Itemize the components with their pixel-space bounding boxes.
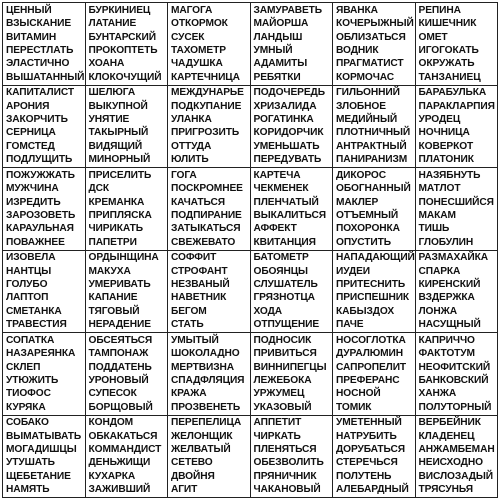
word-cell — [333, 168, 416, 251]
word-text: МАКАМ — [418, 209, 456, 221]
word-text: ПОДКУПАНИЕ — [171, 100, 242, 112]
word-text: ПЛЕНЯТЬСЯ — [253, 444, 317, 456]
word-text: КОММАНДИСТ — [88, 444, 162, 456]
word-cell — [86, 168, 169, 251]
word-text: УЛАНКА — [171, 114, 212, 126]
word-text: ПЕРЕПЕЛИЦА — [171, 417, 242, 429]
word-text: ЗАРОЗОВЕТЬ — [6, 209, 76, 221]
word-text: ПОСКРОМНЕЕ — [171, 183, 243, 195]
word-text: СПАДФЛЯЦИЯ — [171, 374, 245, 386]
word-text: СЕТЕВО — [171, 457, 213, 469]
word-text: БАРАБУЛЬКА — [418, 87, 487, 99]
word-text: КУХАРКА — [88, 470, 136, 482]
word-text: ГРЯЗНОТЦА — [253, 292, 315, 304]
word-text: НАЗЯБНУТЬ — [418, 169, 481, 181]
word-text: АППЕТИТ — [253, 417, 302, 429]
word-text: САПРОПЕЛИТ — [336, 361, 407, 373]
word-text: УТУШАТЬ — [6, 457, 55, 469]
word-text: ШОКОЛАДНО — [171, 348, 240, 360]
word-text: ПОЛУТОРНЫЙ — [418, 401, 492, 413]
word-text: ТАКЫРНЫЙ — [88, 127, 149, 139]
word-text: НАНТЦЫ — [6, 265, 52, 277]
word-cell — [333, 251, 416, 334]
word-text: КУРЯКА — [6, 401, 46, 413]
word-text: КАЧАТЬСЯ — [171, 196, 225, 208]
word-cell — [251, 86, 334, 169]
word-cell — [168, 416, 251, 499]
word-text: ПРЕФЕРАНС — [336, 374, 400, 386]
word-text: КРАЖА — [171, 388, 207, 400]
word-text: БЕГОМ — [171, 305, 207, 317]
word-text: ЯВАНКА — [336, 4, 378, 16]
word-text: НЕЗВАНЫЙ — [171, 279, 230, 291]
word-text: СОФФИТ — [171, 252, 217, 264]
word-text: ПЕРЕДУВАТЬ — [253, 154, 322, 166]
word-text: ПОЖУЖЖАТЬ — [6, 169, 75, 181]
word-text: ГОГА — [171, 169, 197, 181]
word-text: ОБСЕЯТЬСЯ — [88, 334, 153, 346]
word-text: КЛАДЕНЕЦ — [418, 430, 475, 442]
word-text: УМЕТЕННЫЙ — [336, 417, 402, 429]
word-text: НОСНОЙ — [336, 388, 381, 400]
word-text: ЛЕЖЕБОКА — [253, 374, 312, 386]
word-text: ОБЕЗВОЛИТЬ — [253, 457, 324, 469]
word-cell — [86, 3, 169, 86]
word-text: ВЗЫСКАНИЕ — [6, 18, 72, 30]
word-text: КАРТЕЧНИЦА — [171, 71, 240, 83]
word-cell — [251, 416, 334, 499]
word-text: ПОДНОСИК — [253, 334, 312, 346]
word-text: НАМЯТЬ — [6, 484, 50, 496]
word-cell — [416, 333, 499, 416]
word-text: БОРЩОВЫЙ — [88, 401, 153, 413]
word-text: СТЕРЕЧЬСЯ — [336, 457, 398, 469]
word-text: ПРОКОПТЕТЬ — [88, 44, 158, 56]
word-text: НЕОФИТСКИЙ — [418, 361, 491, 373]
word-text: СЛУШАТЕЛЬ — [253, 279, 318, 291]
word-text: МЕРТВИЗНА — [171, 361, 235, 373]
word-text: ПРЯНИЧНИК — [253, 470, 317, 482]
word-cell — [168, 168, 251, 251]
word-text: ОБОГНАННЫЙ — [336, 183, 411, 195]
word-text: ДСК — [88, 183, 110, 195]
word-text: ИУДЕИ — [336, 265, 371, 277]
word-text: КОРИДОРЧИК — [253, 127, 324, 139]
word-text: ДОРУБАТЬСЯ — [336, 444, 405, 456]
word-text: ВЫМАТЫВАТЬ — [6, 430, 82, 442]
word-text: УКАЗОВЫЙ — [253, 401, 312, 413]
word-text: ВЕРБЕЙНИК — [418, 417, 481, 429]
word-cell — [333, 416, 416, 499]
word-text: РОГАТИНКА — [253, 114, 314, 126]
word-text: ОБЛИЗАТЬСЯ — [336, 31, 406, 43]
word-text: УМЫТЫЙ — [171, 334, 219, 346]
word-text: ПОЛУТЕНЬ — [336, 470, 392, 482]
word-text: ТИШЬ — [418, 223, 450, 235]
word-cell — [333, 333, 416, 416]
word-text: УРОДЕЦ — [418, 114, 461, 126]
word-text: АФФЕКТ — [253, 223, 297, 235]
word-text: УМНЫЙ — [253, 44, 293, 56]
word-text: НЕИСХОДНО — [418, 457, 483, 469]
word-text: ПОДОЧЕРЕДЬ — [253, 87, 325, 99]
word-text: ПРИСЕЛИТЬ — [88, 169, 152, 181]
word-text: УМЕНЬШАТЬ — [253, 140, 320, 152]
word-text: ДВОЙНЯ — [171, 470, 215, 482]
word-text: МЕДИЙНЫЙ — [336, 114, 398, 126]
word-text: ЛАТАНИЕ — [88, 18, 137, 30]
word-text: ЧЕКМЕНЕК — [253, 183, 309, 195]
word-text: КОВЕРКОТ — [418, 140, 474, 152]
word-text: НАТРУБИТЬ — [336, 430, 397, 442]
word-text: ЗАКОРЧИТЬ — [6, 114, 68, 126]
word-text: СКЛЕП — [6, 361, 41, 373]
word-text: ЭЛАСТИЧНО — [6, 58, 70, 70]
word-text: НАВЕТНИК — [171, 292, 227, 304]
word-text: ВИСЛОЗАДЫЙ — [418, 470, 494, 482]
word-text: ХОАНА — [88, 58, 125, 70]
word-text: АНТРАКТНЫЙ — [336, 140, 407, 152]
word-text: ТИОФОС — [6, 388, 51, 400]
word-cell — [416, 251, 499, 334]
word-text: ОТТУДА — [171, 140, 212, 152]
word-text: СЕРНИЦА — [6, 127, 56, 139]
word-text: АДАМИТЫ — [253, 58, 308, 70]
word-text: ТЯГОВЫЙ — [88, 305, 140, 317]
word-text: ПРАГМАТИСТ — [336, 58, 404, 70]
word-text: КЛОКОЧУЩИЙ — [88, 71, 162, 83]
word-cell — [3, 416, 86, 499]
word-text: ВИТАМИН — [6, 31, 57, 43]
word-cell — [86, 251, 169, 334]
word-text: СМЕТАНКА — [6, 305, 62, 317]
word-text: РЕБЯТКИ — [253, 71, 301, 83]
word-text: КОНДОМ — [88, 417, 134, 429]
word-text: ПОНЕСШИЙСЯ — [418, 196, 494, 208]
word-cell — [3, 251, 86, 334]
word-cell — [86, 416, 169, 499]
word-text: ВЫШАТАННЫЙ — [6, 71, 85, 83]
word-cell — [168, 333, 251, 416]
word-text: ОТЪЕМНЫЙ — [336, 209, 399, 221]
word-text: ЩЕБЕТАНИЕ — [6, 470, 71, 482]
word-text: ГЛОБУЛИН — [418, 236, 474, 248]
word-text: ХРИЗАЛИДА — [253, 100, 317, 112]
word-text: ПРИСПЕШНИК — [336, 292, 410, 304]
word-cell — [3, 333, 86, 416]
word-cell — [416, 3, 499, 86]
word-text: СВЕЖЕВАТО — [171, 236, 236, 248]
word-text: БУНТАРСКИЙ — [88, 31, 156, 43]
word-text: ВЗДЕРЖКА — [418, 292, 475, 304]
word-text: ЗАЖИВШИЙ — [88, 484, 151, 496]
word-text: МАГОГА — [171, 4, 213, 16]
word-text: УНЯТИЕ — [88, 114, 130, 126]
word-text: СОПАТКА — [6, 334, 55, 346]
word-cell — [416, 168, 499, 251]
word-text: УМЕРИВАТЬ — [88, 279, 151, 291]
word-text: ХОДА — [253, 305, 283, 317]
word-text: МЕЖДУНАРЬЕ — [171, 87, 244, 99]
word-text: ТАМПОНАЖ — [88, 348, 149, 360]
word-text: ОРДЫНЩИНА — [88, 252, 159, 264]
word-text: ОБОЯНЦЫ — [253, 265, 308, 277]
word-text: МОГАДИШЦЫ — [6, 444, 77, 456]
word-text: ПРИВИТЬСЯ — [253, 348, 317, 360]
word-text: АЛЕБАРДНЫЙ — [336, 484, 409, 496]
word-cell — [333, 86, 416, 169]
word-text: ОПУСТИТЬ — [336, 236, 391, 248]
word-cell — [168, 251, 251, 334]
word-text: ЛАНДЫШ — [253, 31, 303, 43]
word-text: ТАНЗАНИЕЦ — [418, 71, 481, 83]
word-text: НАСУЩНЫЙ — [418, 319, 481, 331]
word-cell — [251, 333, 334, 416]
word-text: ПОДДАТЕНЬ — [88, 361, 152, 373]
word-text: СОБАКО — [6, 417, 49, 429]
word-cell — [251, 251, 334, 334]
word-text: КИРЕНСКИЙ — [418, 279, 481, 291]
word-text: ЧАКАНОВЫЙ — [253, 484, 321, 496]
word-text: БАНКОВСКИЙ — [418, 374, 489, 386]
word-text: ЛАПТОП — [6, 292, 49, 304]
word-text: КАРАУЛЬНАЯ — [6, 223, 74, 235]
word-text: ПРИТЕСНИТЬ — [336, 279, 406, 291]
word-text: ЖЕЛОНЩИК — [171, 430, 233, 442]
word-text: ПОВАЖНЕЕ — [6, 236, 65, 248]
word-text: СУСЕК — [171, 31, 205, 43]
word-text: МАКУХА — [88, 265, 131, 277]
word-text: ХАНЖА — [418, 388, 457, 400]
word-cell — [86, 86, 169, 169]
word-text: ПРИГРОЗИТЬ — [171, 127, 240, 139]
word-text: ГИЛЬОННИЙ — [336, 87, 400, 99]
word-cell — [251, 168, 334, 251]
word-text: НОСОГЛОТКА — [336, 334, 406, 346]
word-text: КОЧЕРЫЖНЫЙ — [336, 18, 414, 30]
word-cell — [3, 168, 86, 251]
word-text: АНЖАМБЕМАН — [418, 444, 495, 456]
word-text: ПОДПИРАНИЕ — [171, 209, 242, 221]
word-text: ГОЛУБО — [6, 279, 48, 291]
word-text: ПЛАТОНИК — [418, 154, 474, 166]
word-text: МАТЛОТ — [418, 183, 461, 195]
word-text: АГИТ — [171, 484, 198, 496]
word-text: ВЫКАЛИТЬСЯ — [253, 209, 326, 221]
word-text: ИГОГОКАТЬ — [418, 44, 479, 56]
word-text: СУПЕСОК — [88, 388, 137, 400]
word-text: ОМЕТ — [418, 31, 448, 43]
word-text: ВОДНИК — [336, 44, 379, 56]
word-text: ОБКАКАТЬСЯ — [88, 430, 158, 442]
word-text: ЛОНЖА — [418, 305, 457, 317]
word-text: ДИКОРОС — [336, 169, 386, 181]
word-text: ВИННИПЕГЦЫ — [253, 361, 327, 373]
word-cell — [3, 86, 86, 169]
word-text: ЗАТЫКАТЬСЯ — [171, 223, 241, 235]
word-cell — [168, 3, 251, 86]
word-text: СТАТЬ — [171, 319, 204, 331]
word-cell — [86, 333, 169, 416]
word-text: КРЕМАНКА — [88, 196, 145, 208]
word-cell — [416, 416, 499, 499]
word-text: ЮЛИТЬ — [171, 154, 209, 166]
word-text: КОРМОЧАС — [336, 71, 395, 83]
word-text: МИНОРНЫЙ — [88, 154, 151, 166]
word-text: ГОМСТЕД — [6, 140, 55, 152]
word-text: ЧИРКАТЬ — [253, 430, 301, 442]
word-text: ОТКОРМОК — [171, 18, 228, 30]
word-text: КИШЕЧНИК — [418, 18, 477, 30]
word-text: КАПАНИЕ — [88, 292, 138, 304]
word-text: ЖЕЛВАТЫЙ — [171, 444, 231, 456]
word-cell — [251, 3, 334, 86]
word-text: ТРЯСУНЬЯ — [418, 484, 473, 496]
word-text: КВИТАНЦИЯ — [253, 236, 316, 248]
word-text: ПАНИРАНИЗМ — [336, 154, 408, 166]
word-text: ПОХОРОНКА — [336, 223, 400, 235]
word-text: ОКРУЖАТЬ — [418, 58, 475, 70]
word-text: ШЕЛЮГА — [88, 87, 136, 99]
word-text: ИЗОВЕЛА — [6, 252, 56, 264]
word-text: РАЗМАХАЙКА — [418, 252, 489, 264]
word-text: ПОДЛУЩИТЬ — [6, 154, 73, 166]
word-text: НАПАДАЮЩИЙ — [336, 252, 415, 264]
word-text: МАКЛЕР — [336, 196, 379, 208]
word-text: СПАРКА — [418, 265, 461, 277]
word-text: ТРАВЕСТИЯ — [6, 319, 67, 331]
word-text: МУЖЧИНА — [6, 183, 59, 195]
word-text: НАЗАРЕЯНКА — [6, 348, 76, 360]
word-text: ТАХОМЕТР — [171, 44, 226, 56]
word-text: НОЧНИЦА — [418, 127, 470, 139]
word-text: РЕПИНА — [418, 4, 461, 16]
word-text: УТЮЖИТЬ — [6, 374, 59, 386]
word-text: ПАЧЕ — [336, 319, 364, 331]
word-text: ЗЛОБНОЕ — [336, 100, 386, 112]
word-text: ЧАДУШКА — [171, 58, 223, 70]
word-text: ФАКТОТУМ — [418, 348, 475, 360]
word-text: УРОНОВЫЙ — [88, 374, 149, 386]
word-grid — [2, 2, 498, 498]
word-text: НЕРАДЕНИЕ — [88, 319, 151, 331]
word-text: КАБЫЗДОХ — [336, 305, 395, 317]
word-cell — [3, 3, 86, 86]
word-text: КАПИТАЛИСТ — [6, 87, 74, 99]
word-text: ВЫКУПНОЙ — [88, 100, 148, 112]
word-text: ЦЕННЫЙ — [6, 4, 52, 16]
word-text: ПРИПЛЯСКА — [88, 209, 152, 221]
word-text: ЗАМУРАВЕТЬ — [253, 4, 323, 16]
word-cell — [416, 86, 499, 169]
word-text: ОТПУЩЕНИЕ — [253, 319, 320, 331]
word-text: ПЛОТНИЧНЫЙ — [336, 127, 411, 139]
word-text: ДУРАЛЮМИН — [336, 348, 404, 360]
word-text: МАЙОРША — [253, 18, 309, 30]
word-text: ПЕРЕСТЛАТЬ — [6, 44, 74, 56]
word-cell — [333, 3, 416, 86]
word-text: БУРКИНИЕЦ — [88, 4, 151, 16]
word-text: ТОМИК — [336, 401, 372, 413]
word-cell — [168, 86, 251, 169]
word-text: ЧИРИКАТЬ — [88, 223, 143, 235]
word-text: ДЕНЬЖИЩИ — [88, 457, 151, 469]
word-text: ПЛЕНЧАТЫЙ — [253, 196, 319, 208]
word-text: СТРОФАНТ — [171, 265, 228, 277]
word-text: АРОНИЯ — [6, 100, 50, 112]
word-text: ПАПЕТРИ — [88, 236, 137, 248]
word-text: ИЗРЕДИТЬ — [6, 196, 61, 208]
word-text: КАПРИЧЧО — [418, 334, 475, 346]
word-text: КАРТЕЧА — [253, 169, 301, 181]
word-text: БАТОМЕТР — [253, 252, 309, 264]
word-text: ПАРАКЛАРПИЯ — [418, 100, 495, 112]
word-text: ПРОЗВЕНЕТЬ — [171, 401, 241, 413]
word-text: УРЖУМЕЦ — [253, 388, 305, 400]
word-text: ВИДЯЩИЙ — [88, 140, 143, 152]
